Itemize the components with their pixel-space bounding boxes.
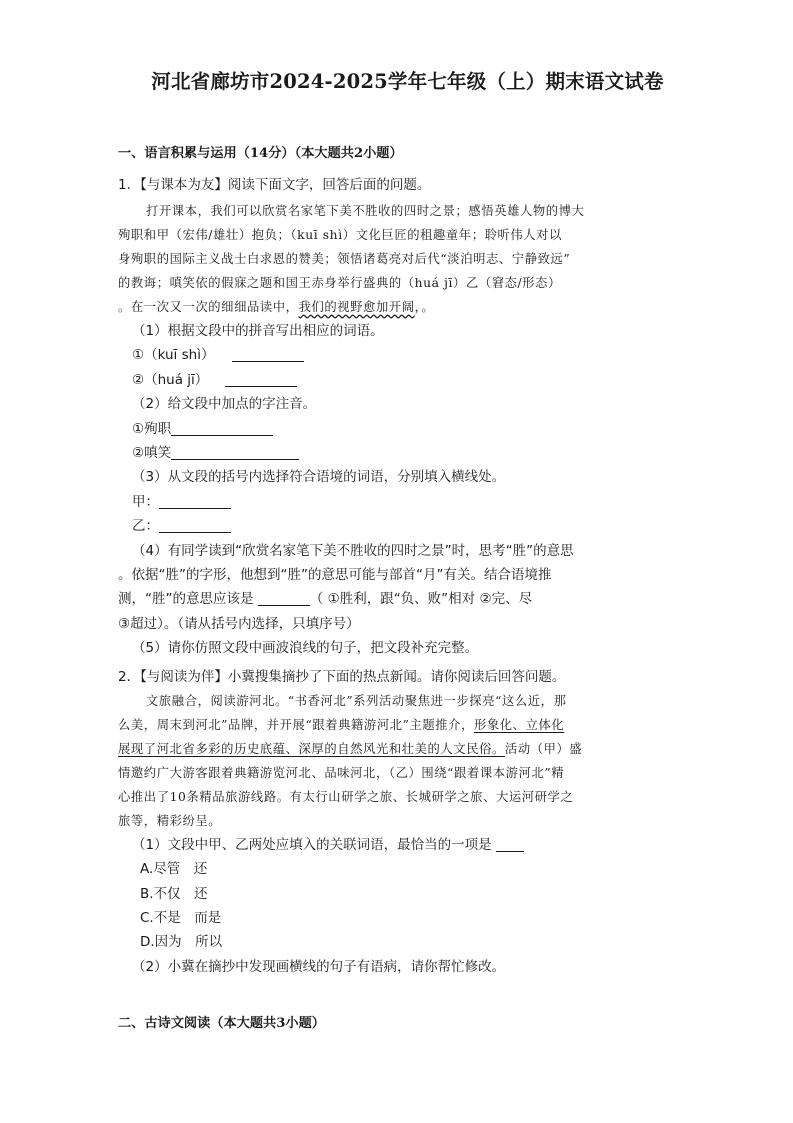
answer-blank[interactable] (159, 492, 231, 509)
question-2 (118, 665, 701, 979)
q1-sub3-prompt: （3）从文段的括号内选择符合语境的词语，分别填入横线处。 (132, 469, 506, 486)
passage-line (118, 689, 701, 713)
q1-sub4-text: 测，“胜”的意思应该是 (118, 591, 254, 608)
passage-text: 么美，周末到河北”品牌，并开展“跟着典籍游河北”主题推介， (118, 717, 474, 732)
q1-sub1-a (118, 343, 701, 367)
q1-sub4-line (118, 587, 701, 611)
passage-line (118, 199, 701, 223)
passage-line: 身殉职的国际主义战士白求恩的赞美；领悟诸葛亮对后代“淡泊明志、宁静致远” (118, 252, 571, 266)
answer-blank[interactable] (225, 370, 297, 387)
underlined-sentence: 展现了河北省多彩的历史底蕴、深厚的自然风光和壮美的人文民俗。 (118, 741, 505, 756)
question-1-passage (118, 199, 701, 319)
q1-sub1-b (118, 368, 701, 392)
q1-sub4-line: （4）有同学读到“欣赏名家笔下美不胜收的四时之景”时，思考“胜”的意思 (132, 542, 574, 559)
option-d[interactable]: D.因为 所以 (140, 934, 223, 951)
passage-text: 文旅融合，阅读游河北。“书香河北”系列活动聚焦进一步探亮“这么近，那 (146, 693, 567, 708)
passage-text: ，。 (414, 300, 435, 314)
passage-text: 打开课本，我们可以欣赏名家笔下美不胜收的四时之景；感悟英雄人物的博大 (146, 204, 585, 218)
q1-sub2-a-label: ①殉职 (132, 420, 172, 437)
q1-sub2-b-label: ②嗔笑 (132, 445, 172, 462)
option-c[interactable]: C.不是 而是 (140, 909, 222, 926)
passage-text: 。在一次又一次的细细品读中， (118, 300, 299, 314)
section-heading-2: 二、古诗文阅读（本大题共3小题） (118, 1016, 325, 1032)
page-title: 河北省廊坊市2024-2025学年七年级（上）期末语文试卷 (151, 70, 664, 93)
answer-blank[interactable] (171, 419, 273, 436)
answer-blank[interactable] (496, 835, 524, 852)
q1-sub2-a (118, 417, 701, 441)
q1-sub5-prompt: （5）请你仿照文段中画波浪线的句子，把文段补充完整。 (132, 640, 479, 657)
wavy-underlined-sentence: 我们的视野愈加开阔 (298, 300, 415, 314)
q2-sub1-prompt (118, 833, 701, 857)
q1-sub4-text: （ ①胜利，跟“负、败”相对 ②完、尽 (309, 591, 533, 608)
q1-sub1-a-label: ①（kuī shì） (132, 347, 215, 364)
answer-blank[interactable] (232, 345, 304, 362)
passage-line: 的教诲；嗔笑依的假寐之题和国王赤身举行盛典的（huá jī）乙（窘态/形态） (118, 276, 561, 290)
passage-line (118, 713, 701, 737)
passage-line (118, 737, 701, 761)
option-a[interactable]: A.尽管 还 (140, 861, 208, 878)
question-1 (118, 173, 701, 661)
q1-sub3-a (118, 490, 701, 514)
q2-sub2-prompt: （2）小冀在摘抄中发现画横线的句子有语病，请你帮忙修改。 (132, 958, 506, 975)
passage-line: 情邀约广大游客跟着典籍游览河北、品味河北，（乙）围绕“跟着课本游河北”精 (118, 765, 565, 780)
q2-sub1-text: （1）文段中甲、乙两处应填入的关联词语，最恰当的一项是 (132, 836, 492, 853)
question-2-passage (118, 689, 701, 833)
q1-sub4-line: 。依据“胜”的字形，他想到“胜”的意思可能与部首“月”有关。结合语境推 (118, 567, 552, 584)
q1-sub1-b-label: ②（huá jī） (132, 371, 209, 388)
passage-line (118, 295, 701, 319)
passage-line: 旅等，精彩纷呈。 (118, 813, 222, 828)
underlined-sentence: 形象化、立体化 (473, 717, 565, 732)
q1-sub3-b (118, 514, 701, 538)
q1-sub4-line: ③超过）。（请从括号内选择，只填序号） (118, 615, 360, 632)
q1-sub1-prompt: （1）根据文段中的拼音写出相应的词语。 (132, 323, 384, 339)
q1-sub3-b-label: 乙： (132, 518, 159, 535)
section-heading-1: 一、语言积累与运用（14分）（本大题共2小题） (118, 146, 403, 161)
q1-sub3-a-label: 甲： (132, 493, 159, 510)
q1-sub4 (118, 539, 701, 637)
question-1-heading: 1．【与课本为友】阅读下面文字，回答后面的问题。 (118, 177, 431, 193)
answer-blank[interactable] (258, 589, 310, 606)
answer-blank[interactable] (171, 443, 299, 460)
q2-options (118, 857, 701, 955)
q1-sub2-prompt: （2）给文段中加点的字注音。 (132, 396, 317, 413)
option-b[interactable]: B.不仅 还 (140, 885, 208, 902)
passage-line: 殉职和甲（宏伟/雄壮）抱负；（kuī shì）文化巨匠的租趣童年；聆听伟人对以 (118, 228, 562, 242)
q1-sub2-b (118, 441, 701, 465)
passage-line: 心推出了10条精品旅游线路。有太行山研学之旅、长城研学之旅、大运河研学之 (118, 789, 574, 804)
question-2-heading: 2．【与阅读为伴】小冀搜集摘抄了下面的热点新闻。请你阅读后回答问题。 (118, 668, 566, 685)
answer-blank[interactable] (159, 516, 231, 533)
passage-text: 活动（甲）盛 (504, 741, 583, 756)
